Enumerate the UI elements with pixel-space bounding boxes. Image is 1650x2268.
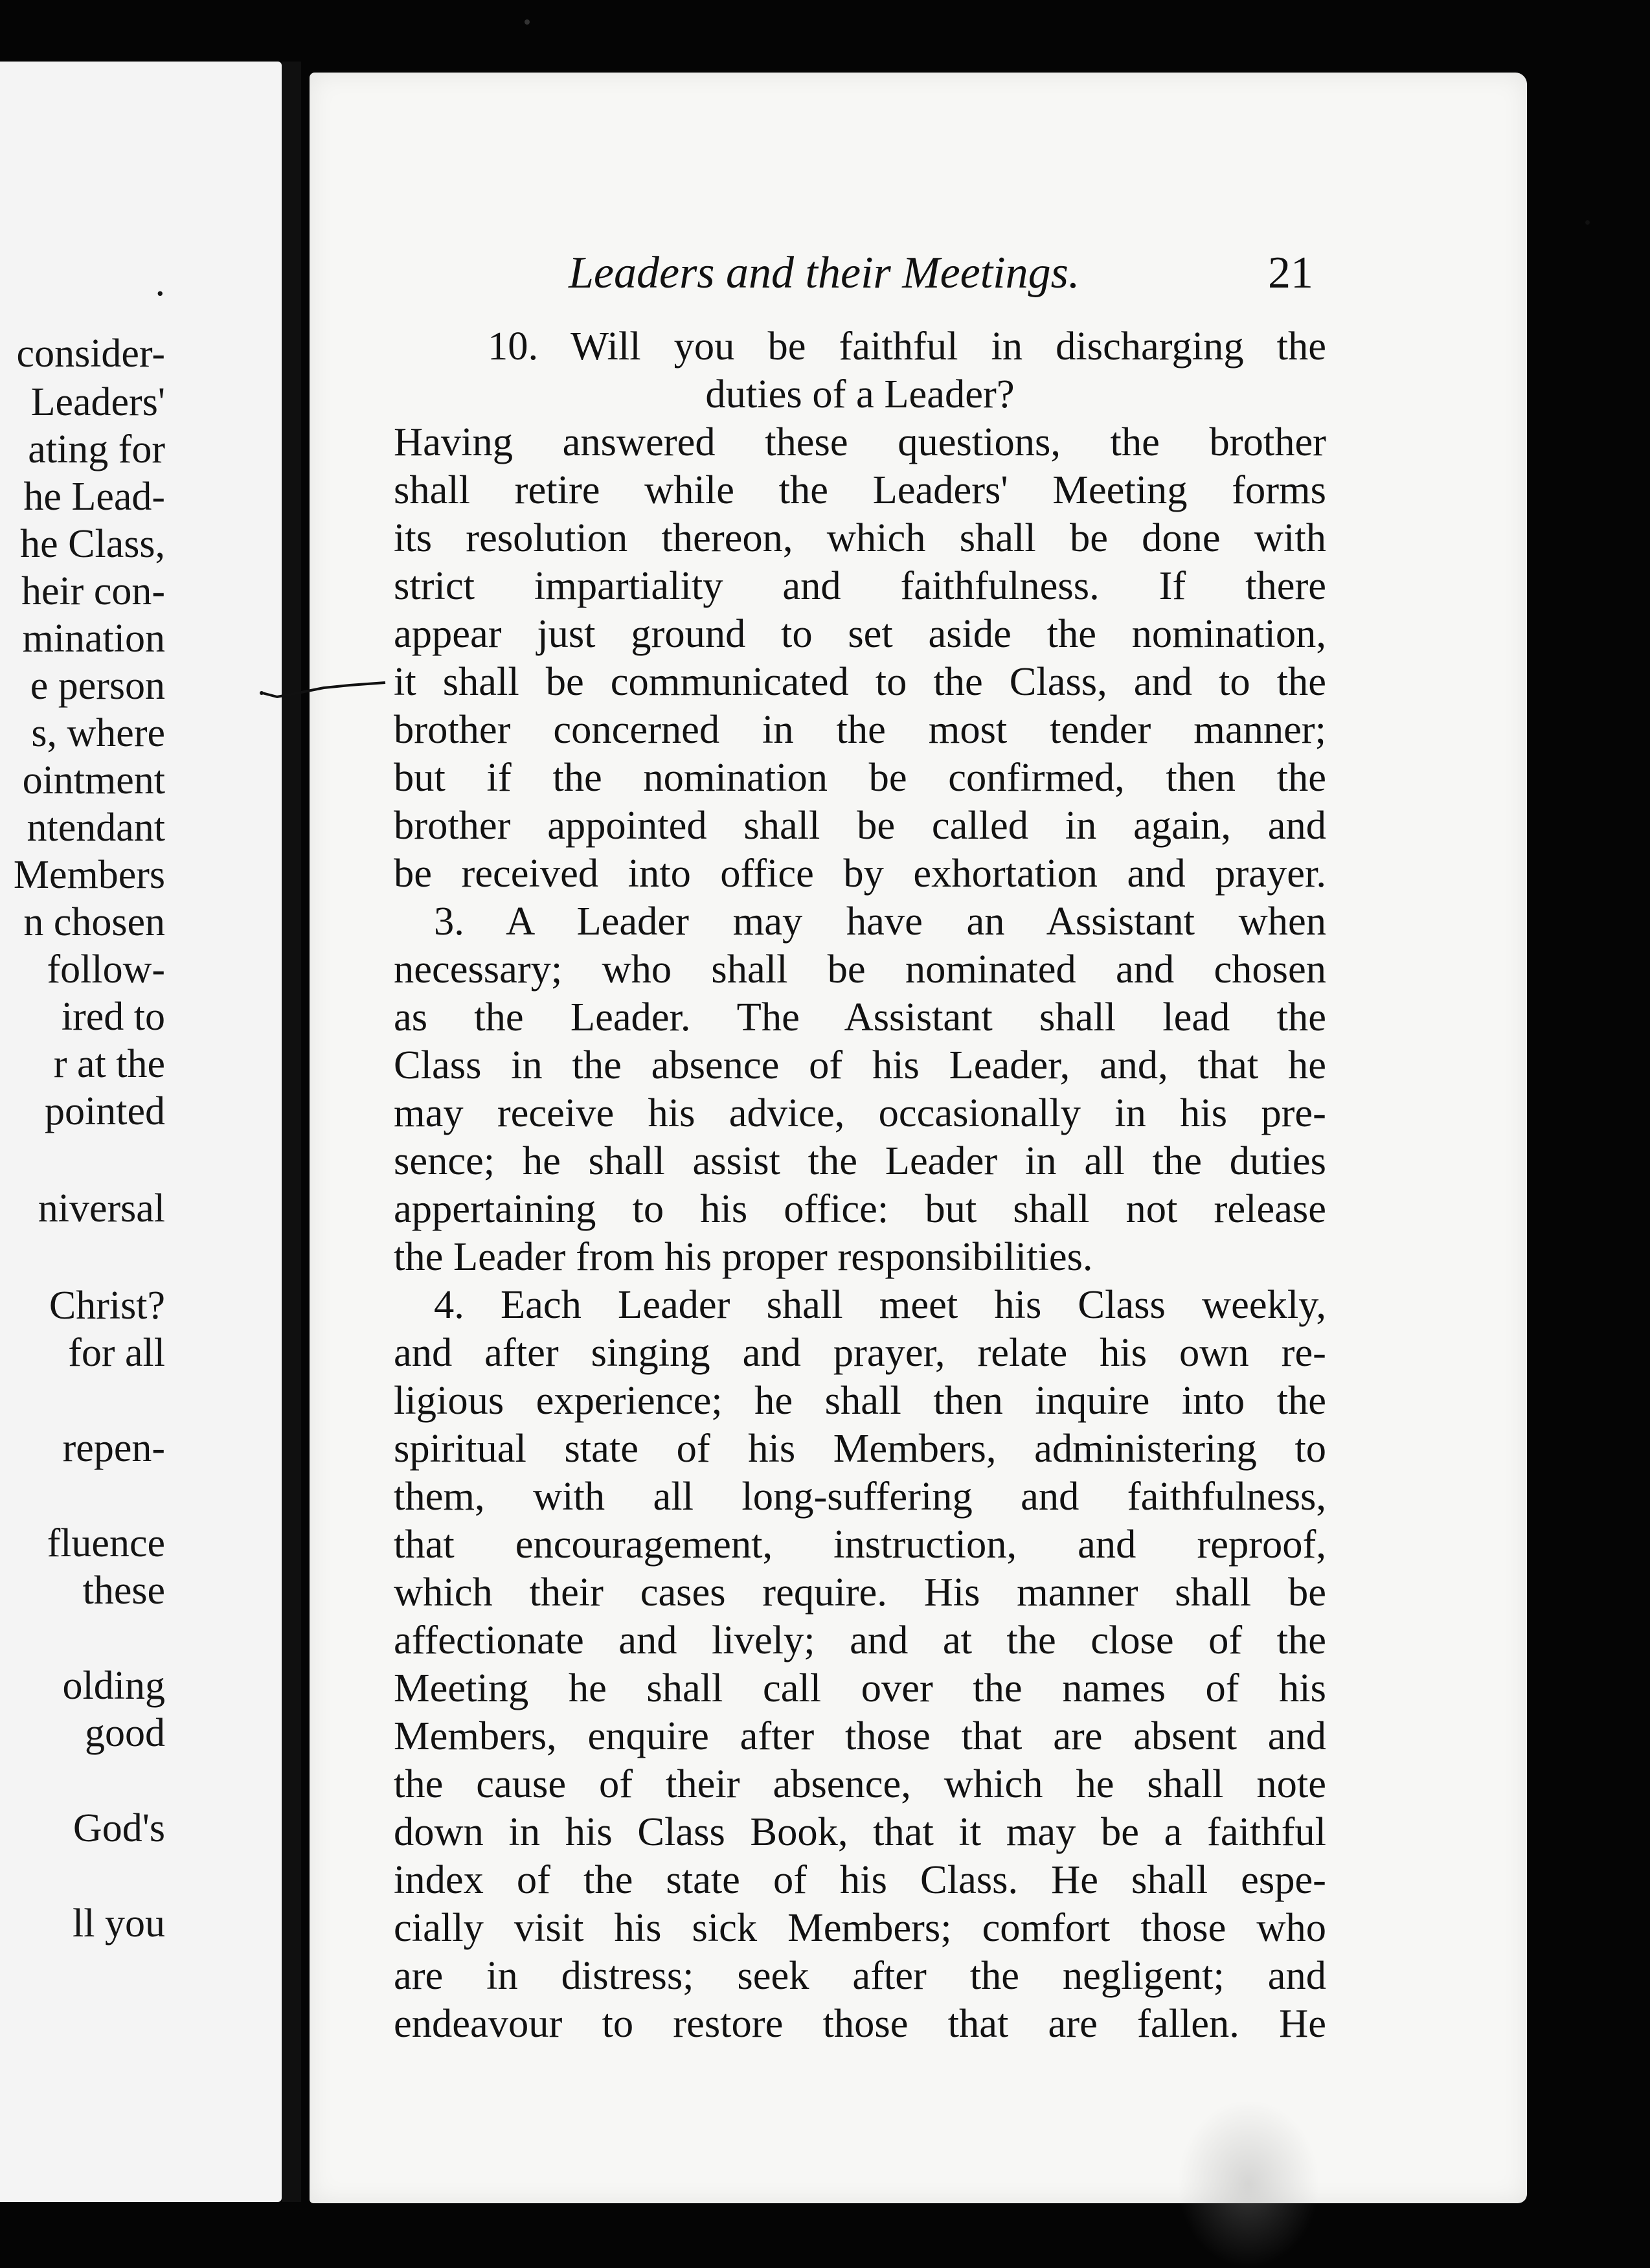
text-line: appertaining to his office: but shall not release — [394, 1186, 1326, 1231]
left-fragment: ntendant — [27, 806, 165, 850]
left-fragment: e person — [30, 664, 165, 708]
text-line: 3. A Leader may have an Assistant when — [434, 898, 1326, 944]
left-fragment: Christ? — [49, 1284, 165, 1328]
text-line: 10. Will you be faithful in discharging the — [488, 323, 1326, 369]
left-fragment: follow- — [47, 947, 165, 992]
text-line: brother appointed shall be called in again, and — [394, 802, 1326, 848]
left-fragment: olding — [62, 1664, 165, 1708]
text-line: which their cases require. His manner shall be — [394, 1569, 1326, 1615]
paper-stain — [1177, 2100, 1320, 2268]
left-fragment: Members — [13, 853, 165, 897]
body-text — [394, 322, 1326, 2047]
text-line: appear just ground to set aside the nomination, — [394, 611, 1326, 656]
left-fragment: repen- — [62, 1426, 165, 1470]
left-fragment: niversal — [38, 1186, 165, 1230]
text-line: the cause of their absence, which he shall note — [394, 1761, 1326, 1806]
left-fragment: ired to — [61, 995, 165, 1039]
text-line: brother concerned in the most tender manner; — [394, 707, 1326, 752]
text-line: shall retire while the Leaders' Meeting forms — [394, 467, 1326, 512]
right-page — [310, 73, 1527, 2203]
speck-mark — [525, 19, 530, 25]
text-line: ligious experience; he shall then inquire into the — [394, 1378, 1326, 1423]
text-line: Members, enquire after those that are absent and — [394, 1713, 1326, 1758]
text-line: 4. Each Leader shall meet his Class weekly, — [434, 1282, 1326, 1327]
text-line: be received into office by exhortation and prayer. — [394, 850, 1326, 896]
left-fragment: ointment — [22, 758, 165, 802]
text-line: may receive his advice, occasionally in his pre- — [394, 1090, 1326, 1135]
text-line: but if the nomination be confirmed, then the — [394, 754, 1326, 800]
text-line: Meeting he shall call over the names of his — [394, 1665, 1326, 1710]
page-number: 21 — [1268, 248, 1313, 298]
left-fragment: ll you — [73, 1901, 165, 1945]
left-fragment: s, where — [31, 711, 165, 755]
left-fragment: these — [82, 1569, 165, 1613]
left-fragment: . — [155, 260, 165, 304]
left-fragment: r at the — [53, 1042, 165, 1086]
text-line: and after singing and prayer, relate his own re- — [394, 1330, 1326, 1375]
running-title: Leaders and their Meetings. — [569, 248, 1080, 298]
left-fragment: Leaders' — [30, 380, 165, 424]
speck-mark — [1585, 220, 1590, 225]
left-fragment: heir con- — [21, 569, 165, 613]
text-line: it shall be communicated to the Class, and to the — [394, 659, 1326, 704]
text-line: its resolution thereon, which shall be done with — [394, 515, 1326, 560]
left-fragment: pointed — [45, 1089, 165, 1133]
text-line: strict impartiality and faithfulness. If there — [394, 563, 1326, 608]
text-line: necessary; who shall be nominated and chosen — [394, 946, 1326, 992]
left-fragment: fluence — [47, 1521, 165, 1565]
text-line: spiritual state of his Members, administering to — [394, 1425, 1326, 1471]
text-line: are in distress; seek after the negligent; and — [394, 1953, 1326, 1998]
left-fragment: mination — [22, 617, 165, 661]
text-line: Having answered these questions, the brother — [394, 419, 1326, 464]
left-facing-page — [0, 62, 282, 2202]
left-page-text-fragments — [0, 62, 282, 2202]
left-fragment: n chosen — [23, 900, 165, 944]
running-head — [310, 247, 1527, 312]
text-line: affectionate and lively; and at the close of the — [394, 1617, 1326, 1662]
text-line: index of the state of his Class. He shall espe- — [394, 1857, 1326, 1902]
text-line: endeavour to restore those that are fallen. He — [394, 2001, 1326, 2046]
text-line: the Leader from his proper responsibilities. — [394, 1234, 1093, 1279]
left-fragment: he Lead- — [23, 475, 165, 519]
left-fragment: ating for — [28, 427, 165, 471]
text-line: sence; he shall assist the Leader in all the duties — [394, 1138, 1326, 1183]
text-line: Class in the absence of his Leader, and, that he — [394, 1042, 1326, 1087]
text-line: them, with all long-suffering and faithfulness, — [394, 1473, 1326, 1519]
text-line: that encouragement, instruction, and reproof, — [394, 1521, 1326, 1567]
text-line: as the Leader. The Assistant shall lead the — [394, 994, 1326, 1039]
left-fragment: he Class, — [20, 522, 165, 566]
book-gutter — [282, 62, 301, 2202]
left-fragment: God's — [73, 1806, 165, 1850]
left-fragment: good — [85, 1711, 165, 1755]
hand-drawn-pointer-mark — [259, 679, 389, 705]
left-fragment: for all — [68, 1331, 165, 1375]
left-fragment: consider- — [16, 332, 165, 376]
text-line: down in his Class Book, that it may be a faithful — [394, 1809, 1326, 1854]
text-line: cially visit his sick Members; comfort those who — [394, 1905, 1326, 1950]
text-line: duties of a Leader? — [705, 371, 1015, 416]
